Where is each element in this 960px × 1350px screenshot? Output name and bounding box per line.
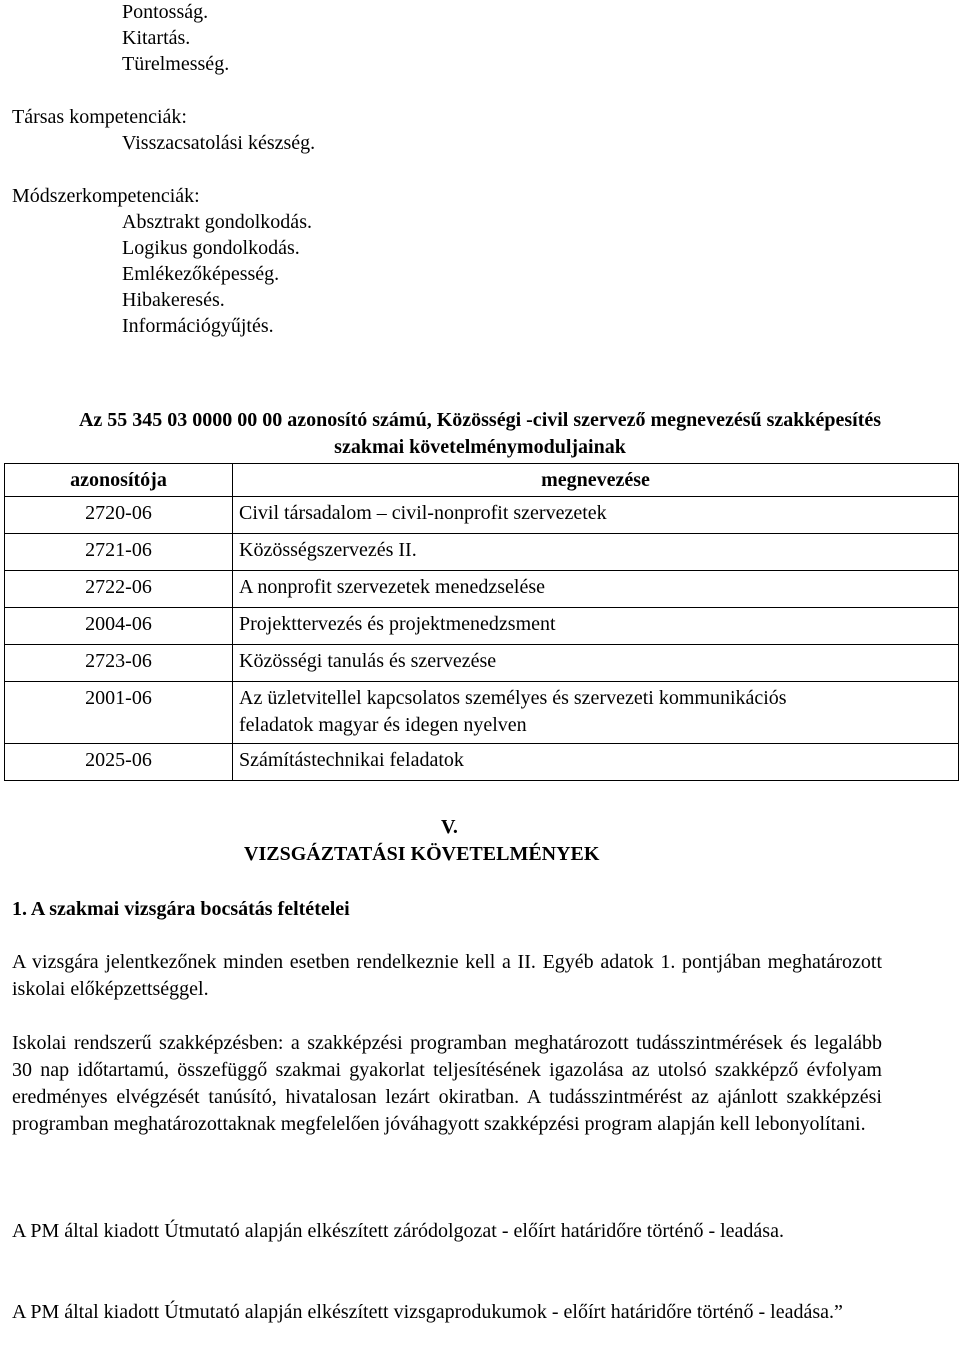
module-name-line1: Az üzletvitellel kapcsolatos személyes és szervezeti kommunikációs (239, 687, 787, 709)
module-name: Számítástechnikai feladatok (233, 744, 959, 781)
table-row (5, 534, 959, 571)
paragraph: A vizsgára jelentkezőnek minden esetben rendelkeznie kell a II. Egyéb adatok 1. pontjában meghatározott iskolai előképzettséggel. (12, 951, 882, 1000)
list-item: Információgyűjtés. (122, 315, 274, 337)
table-row (5, 645, 959, 682)
paragraph: A PM által kiadott Útmutató alapján elkészített záródolgozat - előírt határidőre történő - leadása. (12, 1220, 784, 1242)
list-item: Logikus gondolkodás. (122, 237, 300, 259)
table-row (5, 608, 959, 645)
modules-table (4, 463, 959, 781)
list-item: Hibakeresés. (122, 289, 225, 311)
table-row (5, 497, 959, 534)
column-header-id: azonosítója (5, 464, 233, 497)
module-id: 2720-06 (5, 497, 233, 534)
module-id: 2004-06 (5, 608, 233, 645)
list-item: Visszacsatolási készség. (122, 132, 316, 154)
module-id: 2723-06 (5, 645, 233, 682)
list-item: Türelmesség. (122, 53, 230, 75)
module-name-line2: feladatok magyar és idegen nyelven (239, 714, 527, 736)
modules-title-line2: szakmai követelménymoduljainak (334, 436, 626, 458)
list-item: Absztrakt gondolkodás. (122, 211, 312, 233)
module-name: A nonprofit szervezetek menedzselése (233, 571, 959, 608)
module-name: Civil társadalom – civil-nonprofit szervezetek (233, 497, 959, 534)
section-number: V. (441, 816, 458, 838)
table-row (5, 744, 959, 781)
module-name (233, 682, 959, 744)
paragraph: Iskolai rendszerű szakképzésben: a szakképzési programban meghatározott tudásszintmérések és legalább 30 nap időtartamú, összefüggő szakmai gyakorlat teljesítésének igazolása az utolsó szakképző évfolyam eredményes elvégzését tanúsító, hivatalosan lezárt okiratban. A tudásszintmérést az ajánlott szakképzési programban meghatározottaknak megfelelően jóváhagyott szakképzési program alapján kell lebonyolítani. (12, 1032, 882, 1135)
table-row (5, 682, 959, 744)
list-item: Pontosság. (122, 1, 209, 23)
table-row (5, 571, 959, 608)
list-item: Kitartás. (122, 27, 191, 49)
section-title: VIZSGÁZTATÁSI KÖVETELMÉNYEK (244, 843, 600, 865)
module-id: 2001-06 (5, 682, 233, 744)
sub-heading: 1. A szakmai vizsgára bocsátás feltételei (12, 898, 350, 920)
social-competencies-heading: Társas kompetenciák: (12, 106, 187, 128)
module-name: Projekttervezés és projektmenedzsment (233, 608, 959, 645)
paragraph: A PM által kiadott Útmutató alapján elkészített vizsgaprodukumok - előírt határidőre történő - leadása.” (12, 1301, 843, 1323)
method-competencies-heading: Módszerkompetenciák: (12, 185, 200, 207)
module-name: Közösségszervezés II. (233, 534, 959, 571)
module-id: 2721-06 (5, 534, 233, 571)
list-item: Emlékezőképesség. (122, 263, 280, 285)
column-header-name: megnevezése (233, 464, 959, 497)
module-id: 2025-06 (5, 744, 233, 781)
table-header-row (5, 464, 959, 497)
modules-title: Az 55 345 03 0000 00 00 azonosító számú, Közösségi -civil szervező megnevezésű szakképesítés (78, 409, 882, 431)
module-id: 2722-06 (5, 571, 233, 608)
module-name: Közösségi tanulás és szervezése (233, 645, 959, 682)
